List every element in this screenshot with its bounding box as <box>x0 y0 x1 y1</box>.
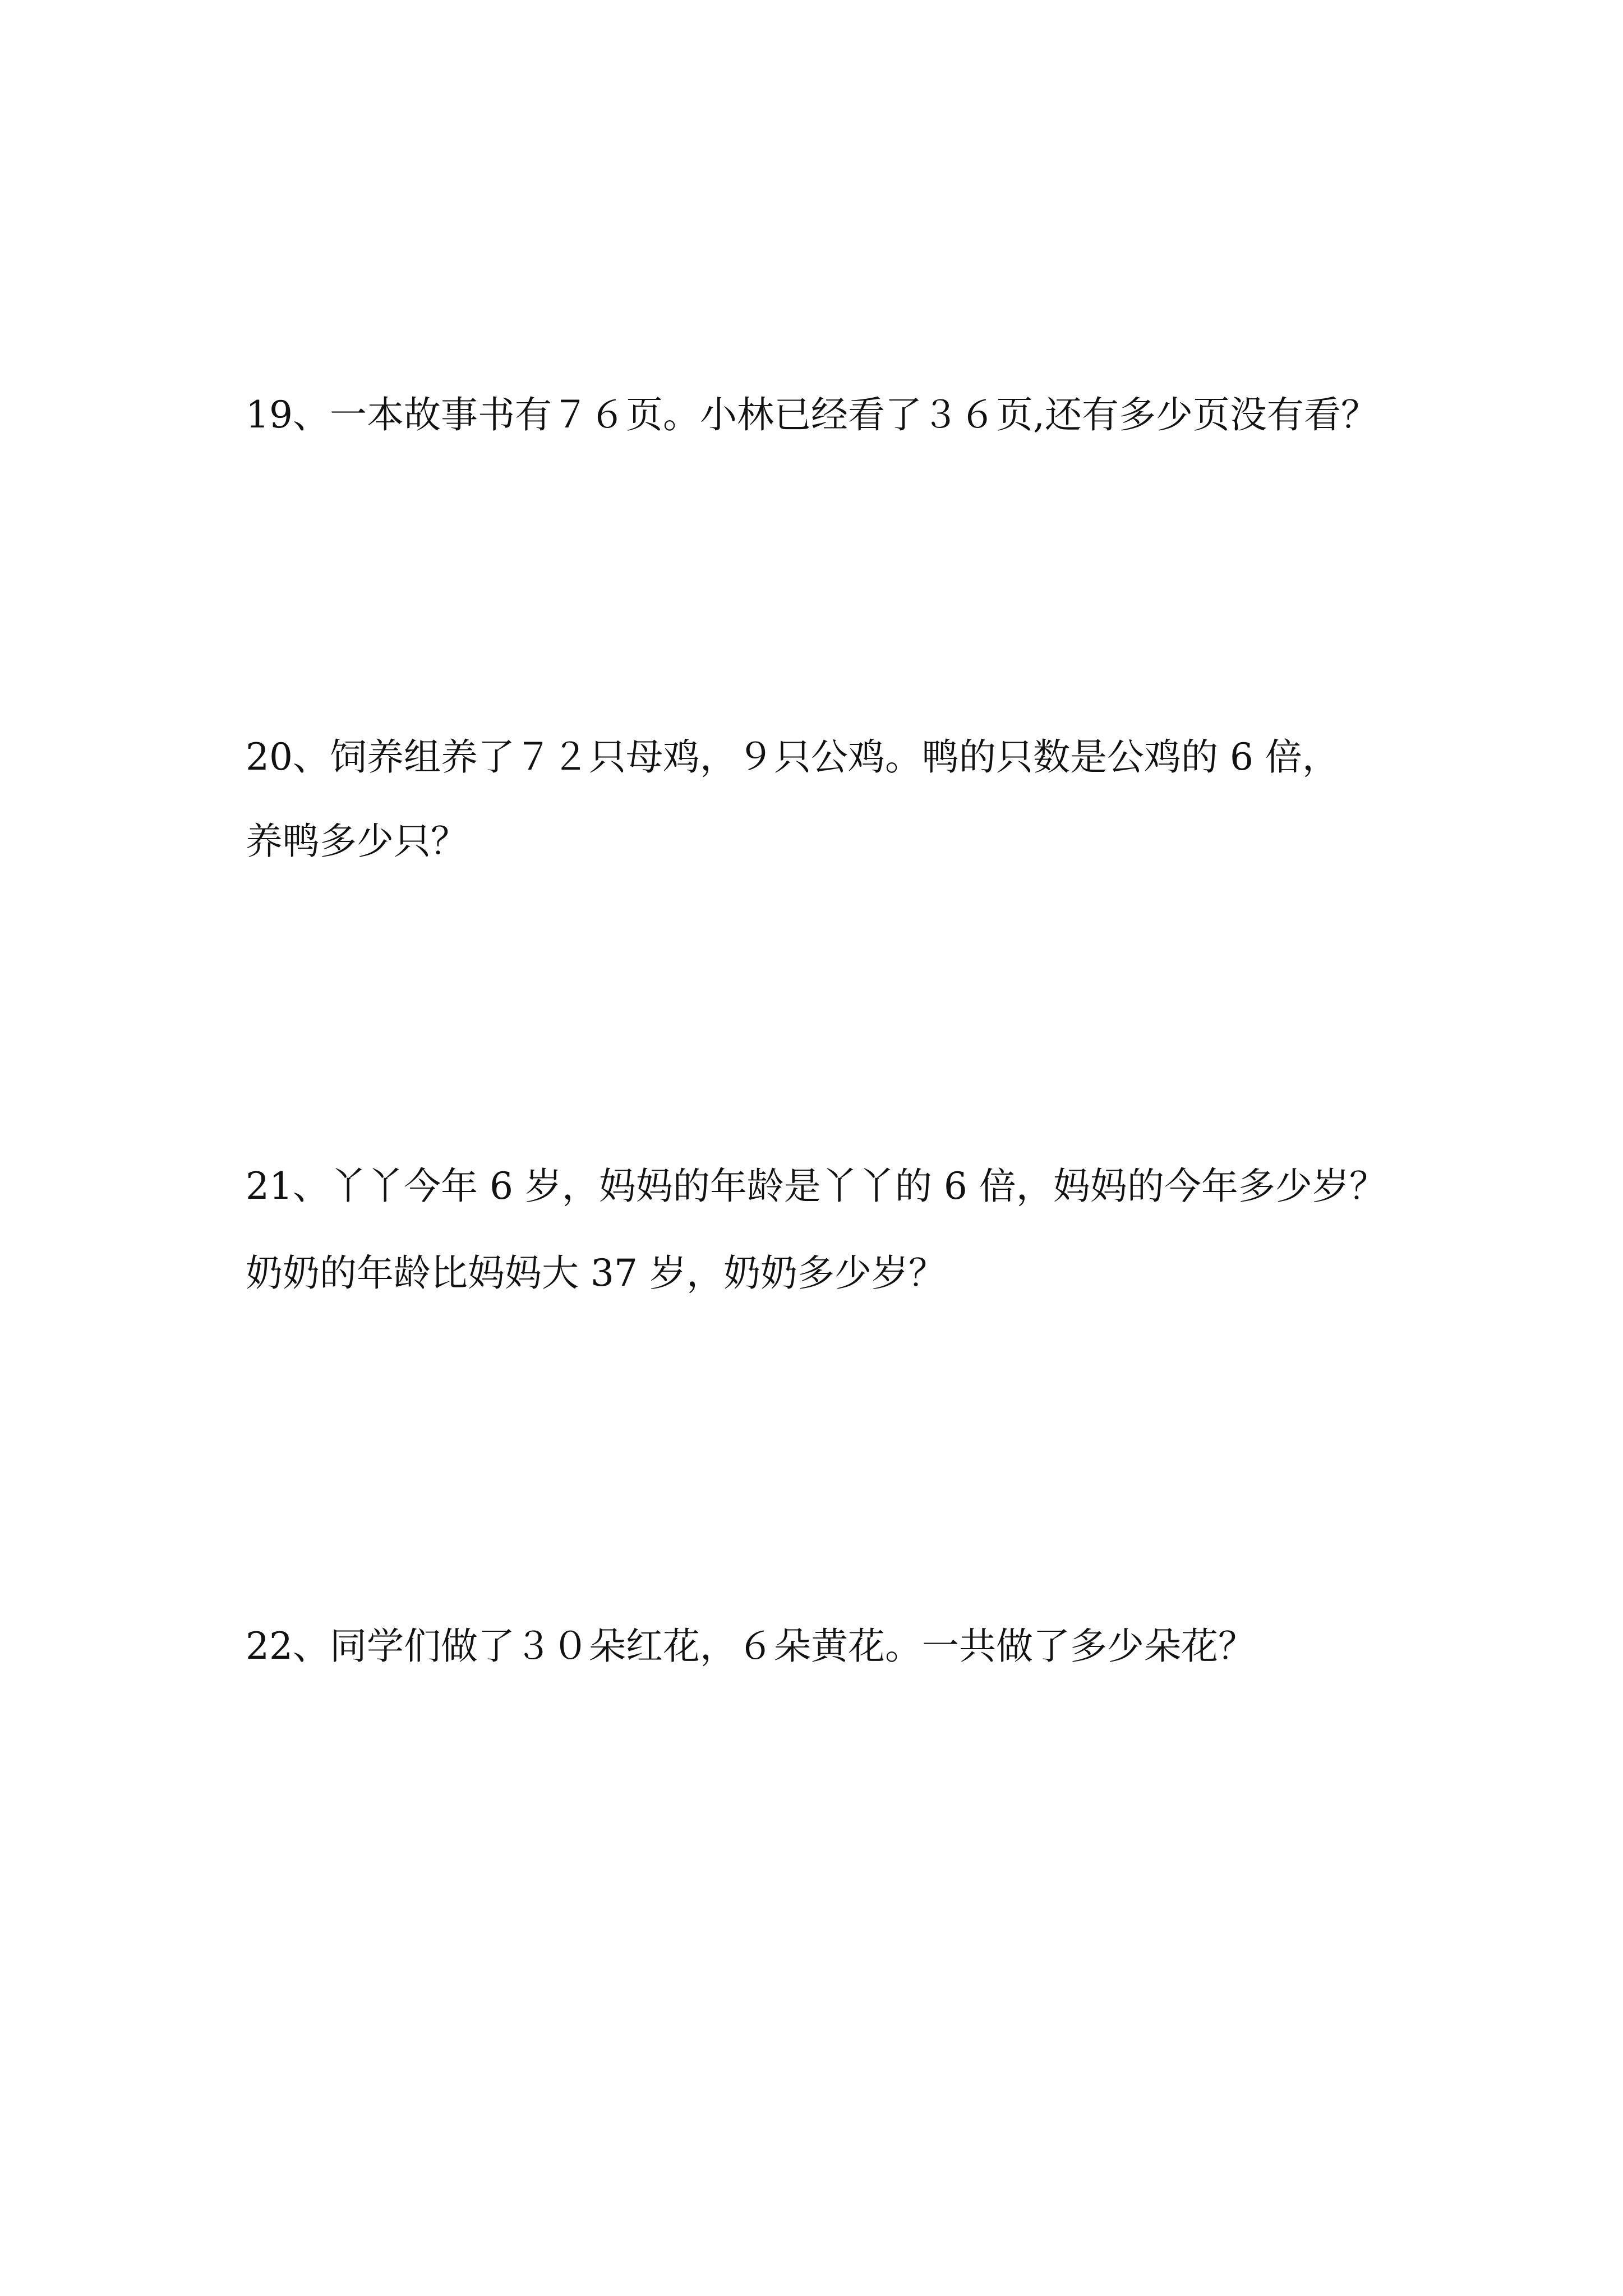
question-19-text: 19、一本故事书有７６页。小林已经看了３６页,还有多少页没有看？ <box>246 393 1378 436</box>
question-20-text-line-1: 20、饲养组养了７２只母鸡，９只公鸡。鸭的只数是公鸡的 6 倍， <box>246 735 1339 779</box>
question-21-text-line-2: 奶奶的年龄比妈妈大 37 岁，奶奶多少岁？ <box>246 1251 946 1295</box>
question-21-text-line-1: 21、丫丫今年 6 岁，妈妈的年龄是丫丫的 6 倍，妈妈的今年多少岁？ <box>246 1165 1386 1208</box>
question-22-text: 22、同学们做了３０朵红花，６朵黄花。一共做了多少朵花？ <box>246 1625 1255 1668</box>
question-20-text-line-2: 养鸭多少只？ <box>246 820 468 863</box>
